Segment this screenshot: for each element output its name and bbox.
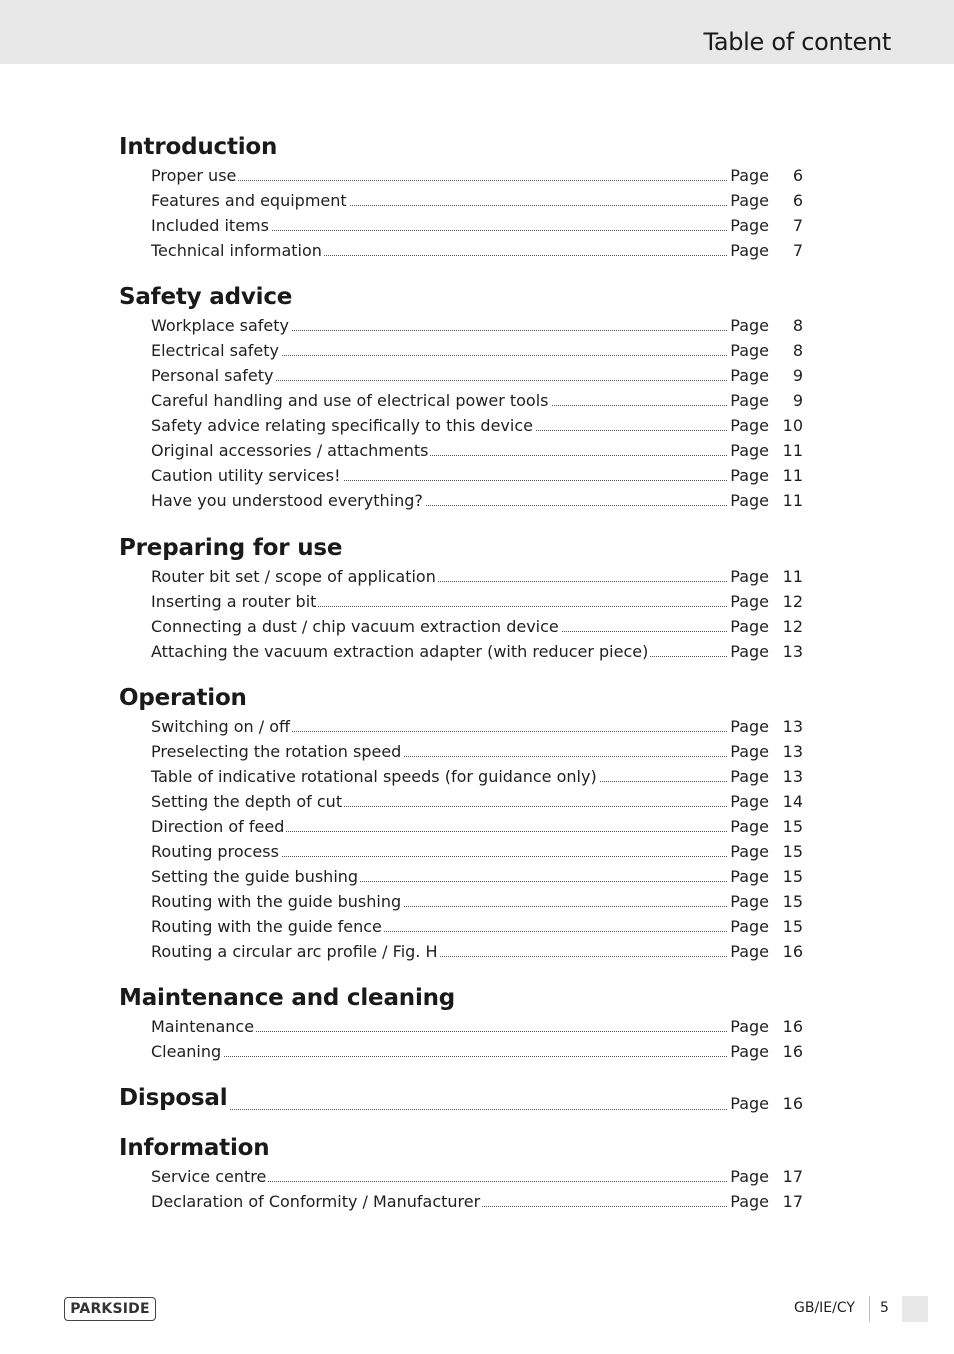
page-number-ref: 7 [792,241,803,260]
toc-entry[interactable] [151,363,803,388]
toc-entry[interactable] [151,914,803,939]
page-label: Page [730,216,769,235]
page-title: Table of content [703,28,891,56]
toc-entry-label: Direction of feed [151,814,286,839]
toc-entry[interactable] [151,939,803,964]
page-label: Page [730,817,769,836]
toc-entry[interactable] [151,413,803,438]
toc-entry-label: Workplace safety [151,313,291,338]
toc-entry[interactable] [151,714,803,739]
page-label: Page [730,642,769,661]
page-label: Page [730,617,769,636]
toc-section-title: Preparing for use [119,535,343,561]
page-number-ref: 9 [792,391,803,410]
toc-entry-label: Router bit set / scope of application [151,564,438,589]
page-number-ref: 16 [782,1094,803,1113]
toc-entry[interactable] [151,463,803,488]
page-number-ref: 8 [792,341,803,360]
toc-entry-label: Routing a circular arc profile / Fig. H [151,939,440,964]
header-bar [0,0,954,64]
page-number-ref: 17 [782,1192,803,1211]
toc-entry[interactable] [151,639,803,664]
page-number-ref: 16 [782,1042,803,1061]
toc-entry-label: Table of indicative rotational speeds (for guidance only) [151,764,599,789]
page-label: Page [730,1094,769,1113]
toc-entry[interactable] [151,338,803,363]
page-label: Page [730,742,769,761]
page-label: Page [730,1192,769,1211]
page-label: Page [730,416,769,435]
toc-entry[interactable] [151,438,803,463]
page-number-ref: 9 [792,366,803,385]
toc-entry-label: Safety advice relating specifically to this device [151,413,535,438]
toc-entry-label: Careful handling and use of electrical power tools [151,388,551,413]
toc-entry-label: Have you understood everything? [151,488,425,513]
page-number-ref: 13 [782,767,803,786]
page-number-ref: 13 [782,642,803,661]
toc-entry[interactable] [151,839,803,864]
page-label: Page [730,942,769,961]
brand-logo-text: PARKSIDE [70,1301,150,1317]
page-label: Page [730,917,769,936]
page-number-ref: 15 [782,817,803,836]
page-label: Page [730,391,769,410]
country-codes: GB/IE/CY [794,1300,855,1316]
page-number-ref: 12 [782,617,803,636]
footer-divider [869,1296,870,1322]
toc-entry[interactable] [151,488,803,513]
page-number-ref: 11 [782,567,803,586]
toc-entry-label: Features and equipment [151,188,349,213]
page-number-ref: 6 [792,191,803,210]
toc-entry[interactable] [151,1189,803,1214]
toc-entry[interactable] [151,238,803,263]
toc-entry-label: Setting the guide bushing [151,864,360,889]
toc-entry-label: Inserting a router bit [151,589,318,614]
page-number-ref: 11 [782,441,803,460]
page-label: Page [730,842,769,861]
page-number-ref: 6 [792,166,803,185]
toc-entry-label: Preselecting the rotation speed [151,739,403,764]
page-number-ref: 7 [792,216,803,235]
toc-entry-label: Declaration of Conformity / Manufacturer [151,1189,482,1214]
page-number-ref: 15 [782,892,803,911]
page-number-ref: 11 [782,491,803,510]
page-label: Page [730,1042,769,1061]
toc-entry-label: Caution utility services! [151,463,343,488]
toc-entry[interactable] [151,564,803,589]
page-label: Page [730,1017,769,1036]
page-number-ref: 17 [782,1167,803,1186]
toc-entry[interactable] [151,313,803,338]
toc-entry-label: Cleaning [151,1039,223,1064]
page-label: Page [730,717,769,736]
toc-section-title: Disposal [119,1085,228,1111]
toc-entry[interactable] [151,889,803,914]
page-number-ref: 16 [782,1017,803,1036]
toc-entry-label: Included items [151,213,271,238]
page-number-ref: 13 [782,717,803,736]
toc-entry[interactable] [151,163,803,188]
page-label: Page [730,316,769,335]
toc-entry-label: Routing process [151,839,281,864]
toc-entry[interactable] [151,1039,803,1064]
dot-leader [151,1055,727,1057]
page-number-ref: 15 [782,867,803,886]
page-number-ref: 16 [782,942,803,961]
toc-entry[interactable] [151,213,803,238]
toc-entry-label: Maintenance [151,1014,256,1039]
page-label: Page [730,441,769,460]
toc-entry-label: Attaching the vacuum extraction adapter (with reducer piece) [151,639,650,664]
page-number-ref: 15 [782,842,803,861]
toc-entry-label: Personal safety [151,363,275,388]
page-label: Page [730,491,769,510]
toc-entry[interactable] [151,589,803,614]
footer-marker-box [902,1296,928,1322]
page-label: Page [730,366,769,385]
page-label: Page [730,892,769,911]
page-label: Page [730,592,769,611]
toc-entry[interactable] [151,188,803,213]
toc-entry[interactable] [151,388,803,413]
page-number: 5 [880,1300,889,1316]
page-number-ref: 10 [782,416,803,435]
page-number-ref: 8 [792,316,803,335]
toc-entry[interactable] [151,764,803,789]
page-label: Page [730,191,769,210]
page-number-ref: 14 [782,792,803,811]
page-label: Page [730,767,769,786]
toc-entry[interactable] [151,1014,803,1039]
toc-section-title: Operation [119,685,247,711]
page-number-ref: 15 [782,917,803,936]
toc-entry[interactable] [151,614,803,639]
toc-section-title: Maintenance and cleaning [119,985,456,1011]
toc-section-entry[interactable] [119,1085,803,1115]
toc-entry[interactable] [151,864,803,889]
toc-entry-label: Service centre [151,1164,268,1189]
page-label: Page [730,466,769,485]
toc-section-title: Information [119,1135,270,1161]
page-label: Page [730,166,769,185]
toc-section-title: Introduction [119,134,278,160]
toc-entry-label: Technical information [151,238,324,263]
page-label: Page [730,341,769,360]
toc-entry-label: Electrical safety [151,338,281,363]
toc-entry-label: Setting the depth of cut [151,789,344,814]
toc-entry-label: Connecting a dust / chip vacuum extraction device [151,614,561,639]
toc-entry[interactable] [151,739,803,764]
page-label: Page [730,1167,769,1186]
toc-entry-label: Original accessories / attachments [151,438,430,463]
toc-entry[interactable] [151,1164,803,1189]
toc-entry-label: Proper use [151,163,238,188]
toc-entry[interactable] [151,789,803,814]
page-label: Page [730,241,769,260]
page-label: Page [730,792,769,811]
page-label: Page [730,867,769,886]
brand-logo [64,1297,156,1321]
toc-section-title: Safety advice [119,284,293,310]
toc-entry-label: Switching on / off [151,714,292,739]
toc-entry-label: Routing with the guide fence [151,914,384,939]
toc-entry[interactable] [151,814,803,839]
page-number-ref: 13 [782,742,803,761]
page-number-ref: 12 [782,592,803,611]
page-label: Page [730,567,769,586]
toc-entry-label: Routing with the guide bushing [151,889,403,914]
page-number-ref: 11 [782,466,803,485]
